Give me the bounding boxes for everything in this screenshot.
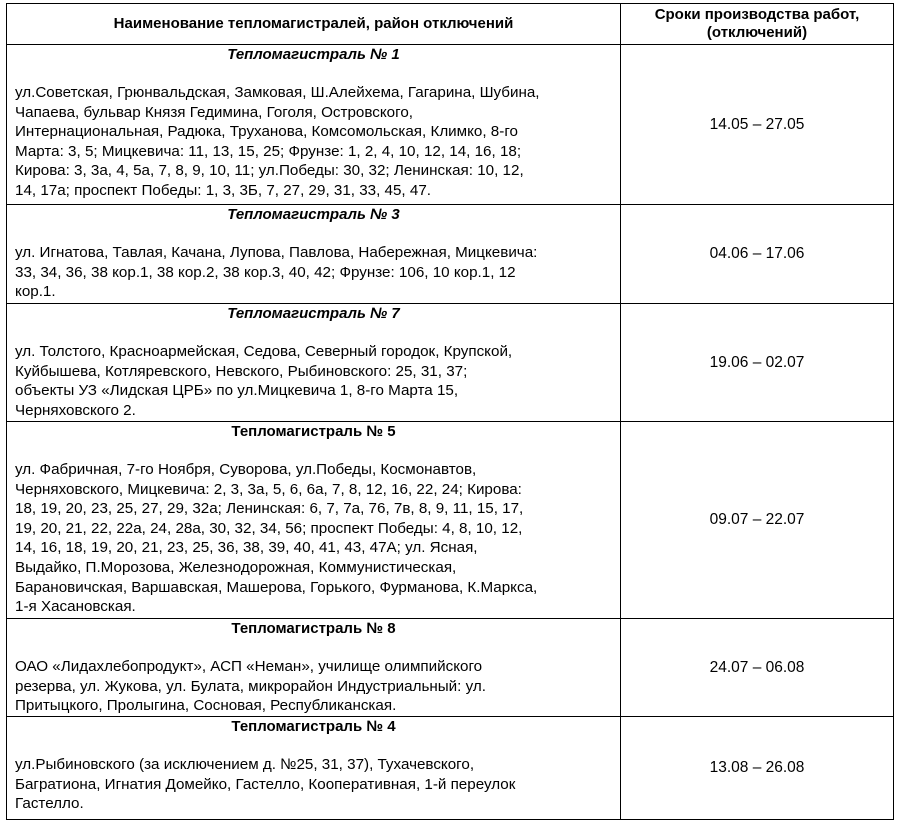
table-header-row — [7, 4, 894, 45]
district-streets: ул.Рыбиновского (за исключением д. №25, 31, 37), Тухачевского, Багратиона, Игнатия Домейко, Гастелло, Кооперативная, 1-й переулок Гастелло. — [15, 756, 516, 813]
mains-title: Тепломагистраль № 4 — [231, 718, 396, 735]
district-streets: ул. Игнатова, Тавлая, Качана, Лупова, Павлова, Набережная, Мицкевича: 33, 34, 36, 38 кор.1, 38 кор.2, 38 кор.3, 40, 42; Фрунзе: 106, 10 кор.1, 12 кор.1. — [15, 244, 538, 301]
district-streets: ОАО «Лидахлебопродукт», АСП «Неман», училище олимпийского резерва, ул. Жукова, ул. Булата, микрорайон Индустриальный: ул. Притыцкого, Пролыгина, Сосновая, Республиканская. — [15, 658, 486, 715]
mains-cell — [7, 717, 621, 820]
mains-title: Тепломагистраль № 3 — [227, 206, 400, 223]
mains-title: Тепломагистраль № 7 — [227, 305, 400, 322]
mains-cell — [7, 422, 621, 619]
district-streets: ул. Фабричная, 7-го Ноября, Суворова, ул.Победы, Космонавтов, Черняховского, Мицкевича: 2, 3, 3а, 5, 6, 6а, 7, 8, 12, 16, 22, 24; Кирова: 18, 19, 20, 23, 25, 27, 29, 32а; Ленинская: 6, 7, 7а, 76, 7в, 8, 9, 11, 15, 17, 19, 20, 21, 22, 22а, 24, 28а, 30, 32, 34, 56; проспект Победы: 4, 8, 10, 12, 14, 16, 18, 19, 20, 21, 23, 25, 36, 38, 39, 40, 41, 43, 47А; ул. Ясная, Выдайко, П.Морозова, Железнодорожная, Коммунистическая, Барановичская, Варшавская, Машерова, Горького, Фурманова, К.Маркса, 1-я Хасановская. — [15, 461, 538, 616]
mains-title: Тепломагистраль № 8 — [231, 620, 396, 637]
table-row — [7, 422, 894, 619]
mains-cell — [7, 45, 621, 205]
work-dates: 09.07 – 22.07 — [621, 422, 894, 619]
district-streets: ул.Советская, Грюнвальдская, Замковая, Ш.Алейхема, Гагарина, Шубина, Чапаева, бульвар Князя Гедимина, Гоголя, Островского, Интернациональная, Радюка, Труханова, Комсомольская, Климко, 8-го Марта: 3, 5; Мицкевича: 11, 13, 15, 25; Фрунзе: 1, 2, 4, 10, 12, 14, 16, 18; Кирова: 3, 3а, 4, 5а, 7, 8, 9, 10, 11; ул.Победы: 30, 32; Ленинская: 10, 12, 14, 17а; проспект Победы: 1, 3, 3Б, 7, 27, 29, 31, 33, 45, 47. — [15, 84, 540, 199]
work-dates: 04.06 – 17.06 — [621, 205, 894, 304]
table-row — [7, 717, 894, 820]
district-streets: ул. Толстого, Красноармейская, Седова, Северный городок, Крупской, Куйбышева, Котляревского, Невского, Рыбиновского: 25, 31, 37; объекты УЗ «Лидская ЦРБ» по ул.Мицкевича 1, 8-го Марта 15, Черняховского 2. — [15, 343, 513, 419]
work-dates: 13.08 – 26.08 — [621, 717, 894, 820]
work-dates: 14.05 – 27.05 — [621, 45, 894, 205]
outage-schedule-table — [6, 3, 894, 820]
mains-cell — [7, 205, 621, 304]
table-row — [7, 205, 894, 304]
header-mains-and-district: Наименование тепломагистралей, район отключений — [7, 4, 621, 45]
mains-title: Тепломагистраль № 1 — [227, 46, 400, 63]
header-work-period: Сроки производства работ, (отключений) — [621, 4, 894, 45]
work-dates: 24.07 – 06.08 — [621, 619, 894, 717]
table-row — [7, 45, 894, 205]
table-row — [7, 304, 894, 422]
mains-title: Тепломагистраль № 5 — [231, 423, 396, 440]
mains-cell — [7, 304, 621, 422]
mains-cell — [7, 619, 621, 717]
work-dates: 19.06 – 02.07 — [621, 304, 894, 422]
table-row — [7, 619, 894, 717]
